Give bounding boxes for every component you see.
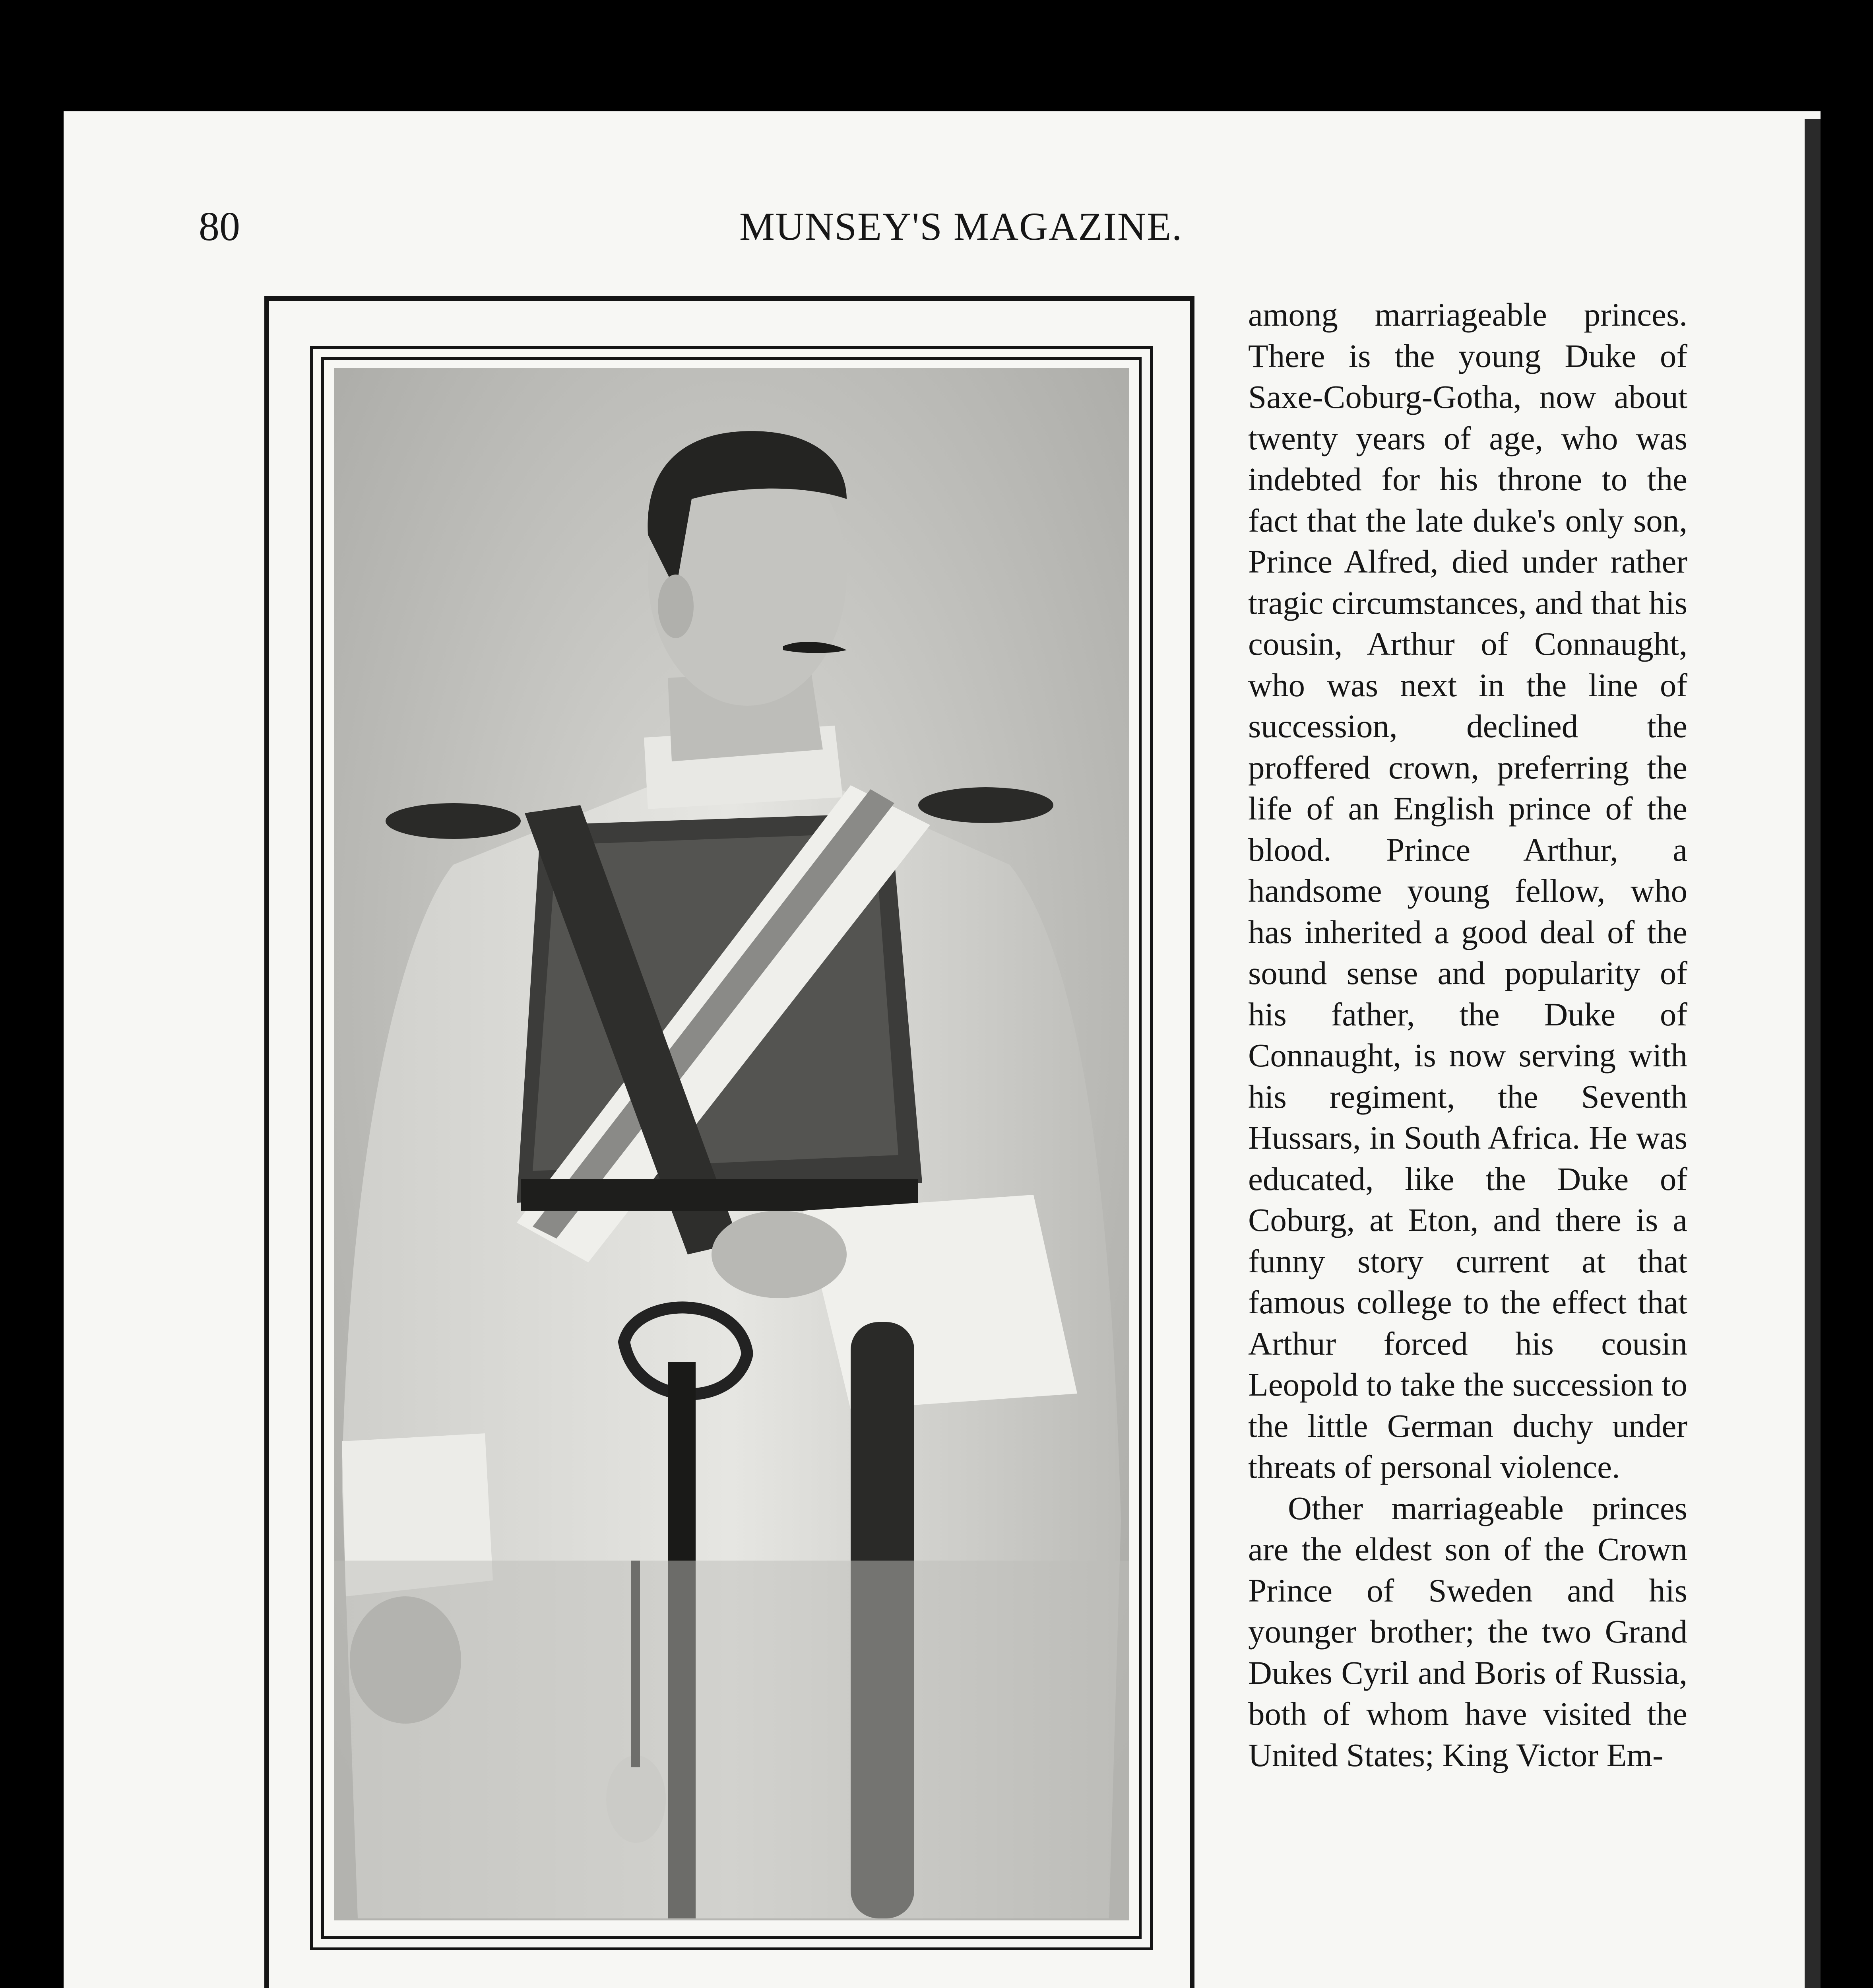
- page-edge-shadow: [1805, 119, 1821, 1988]
- portrait-photograph: [334, 368, 1129, 1920]
- running-head-title: MUNSEY'S MAGAZINE.: [739, 204, 1183, 248]
- article-column-right: [1248, 294, 1687, 1776]
- paragraph: Other marriageable princes are the eldest son of the Crown Prince of Sweden and his younger brother; the two Grand Dukes Cyril and Boris of Russia, both of whom have visited the United States; King Victor Em-: [1248, 1489, 1687, 1773]
- paragraph: among marriageable princes. There is the young Duke of Saxe-Coburg-Gotha, now about twenty years of age, who was indebted for his throne to the fact that the late duke's only son, Prince Alfred, died under rather tragic circumstances, and that his cousin, Arthur of Connaught, who was next in the line of succession, declined the proffered crown, preferring the life of an English prince of the blood. Prince Arthur, a handsome young fellow, who has inherited a good deal of the sound sense and popularity of his father, the Duke of Connaught, is now serving with his regiment, the Seventh Hussars, in South Africa. He was educated, like the Duke of Coburg, at Eton, and there is a funny story current at that famous college to the effect that Arthur forced his cousin Leopold to take the succession to the little German duchy under threats of personal violence.: [1248, 296, 1687, 1485]
- page-number: 80: [199, 204, 240, 249]
